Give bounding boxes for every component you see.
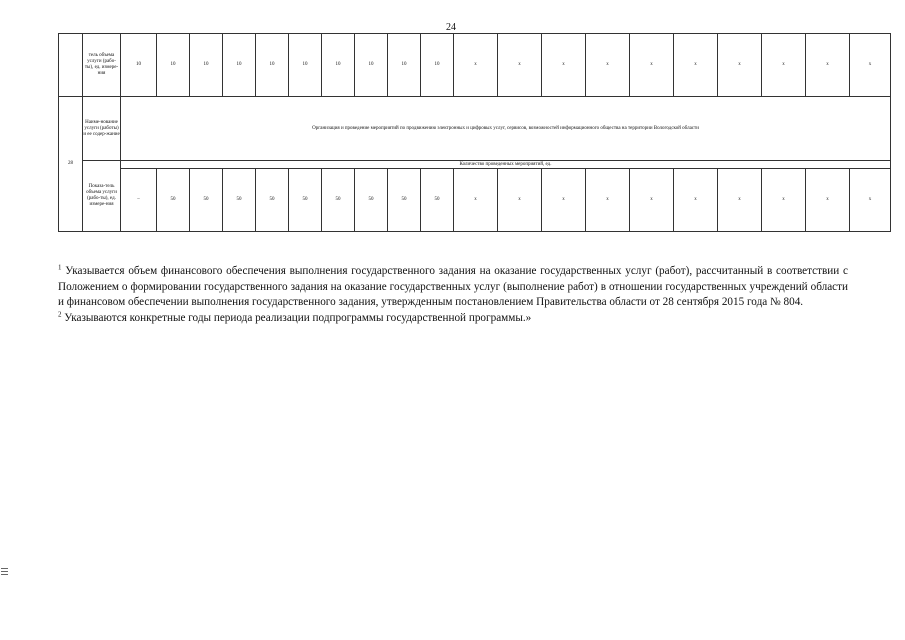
value-cell: х — [542, 169, 586, 232]
value-cell: х — [718, 34, 762, 97]
service-name: Организация и проведение мероприятий по продвижению электронных и цифровых услуг, сервисов, возможностей информационного общества на территории Вологодской области — [121, 97, 891, 161]
row-number-cell — [59, 34, 83, 97]
footnote-mark: 2 — [58, 310, 62, 319]
indicator-name: Количество проведенных мероприятий, ед. — [121, 161, 891, 169]
value-cell: 50 — [355, 169, 388, 232]
table-row — [59, 169, 891, 232]
footnote-text: Указываются конкретные годы периода реализации подпрограммы государственной программы.» — [64, 311, 532, 324]
value-cell: х — [718, 169, 762, 232]
value-cell: 50 — [388, 169, 421, 232]
page-number: 24 — [446, 22, 456, 33]
row-number: 28 — [59, 97, 83, 232]
table-row — [59, 34, 891, 97]
value-cell: 50 — [190, 169, 223, 232]
row-label: Показа-тель объема услуги (рабо-ты), ед. измере-ния — [83, 161, 121, 232]
value-cell: х — [542, 34, 586, 97]
footnote — [58, 264, 848, 311]
value-cell: 10 — [421, 34, 454, 97]
value-cell: 10 — [388, 34, 421, 97]
value-cell: х — [850, 34, 891, 97]
value-cell: х — [586, 34, 630, 97]
value-cell: х — [630, 34, 674, 97]
value-cell: х — [850, 169, 891, 232]
table-row — [59, 97, 891, 161]
value-cell: 10 — [223, 34, 256, 97]
value-cell: х — [806, 169, 850, 232]
value-cell: 10 — [289, 34, 322, 97]
value-cell: х — [454, 169, 498, 232]
value-cell: х — [762, 34, 806, 97]
value-cell: х — [630, 169, 674, 232]
value-cell: х — [454, 34, 498, 97]
value-cell: 50 — [157, 169, 190, 232]
scan-edge-mark — [1, 568, 8, 582]
services-table — [58, 33, 891, 232]
value-cell: х — [674, 169, 718, 232]
footnote-text: Указывается объем финансового обеспечения выполнения государственного задания на оказание государственных услуг (работ), рассчитанный в соответствии с Положением о формировании государственного задания на оказание государственных услуг (выполнение работ) в отношении государственных учреждений области и финансовом обеспечении выполнения государственного задания, утвержденным постановлением Правительства области от 28 сентября 2015 года № 804. — [58, 265, 848, 309]
value-cell: 10 — [322, 34, 355, 97]
value-cell: 50 — [223, 169, 256, 232]
value-cell: 10 — [190, 34, 223, 97]
table-row — [59, 161, 891, 169]
row-label: Наиме-нование услуги (работы) и ее содер-жание — [83, 97, 121, 161]
value-cell: х — [806, 34, 850, 97]
value-cell: 50 — [421, 169, 454, 232]
footnotes — [58, 264, 848, 326]
value-cell: 50 — [322, 169, 355, 232]
value-cell: 10 — [355, 34, 388, 97]
value-cell: х — [498, 169, 542, 232]
value-cell: 10 — [121, 34, 157, 97]
value-cell: х — [498, 34, 542, 97]
value-cell: – — [121, 169, 157, 232]
value-cell: х — [586, 169, 630, 232]
value-cell: х — [762, 169, 806, 232]
value-cell: 10 — [256, 34, 289, 97]
value-cell: х — [674, 34, 718, 97]
value-cell: 10 — [157, 34, 190, 97]
footnote — [58, 311, 848, 327]
value-cell: 50 — [289, 169, 322, 232]
value-cell: 50 — [256, 169, 289, 232]
row-label: тель объема услуги (рабо-ты), ед. измере-ния — [83, 34, 121, 97]
footnote-mark: 1 — [58, 263, 62, 272]
